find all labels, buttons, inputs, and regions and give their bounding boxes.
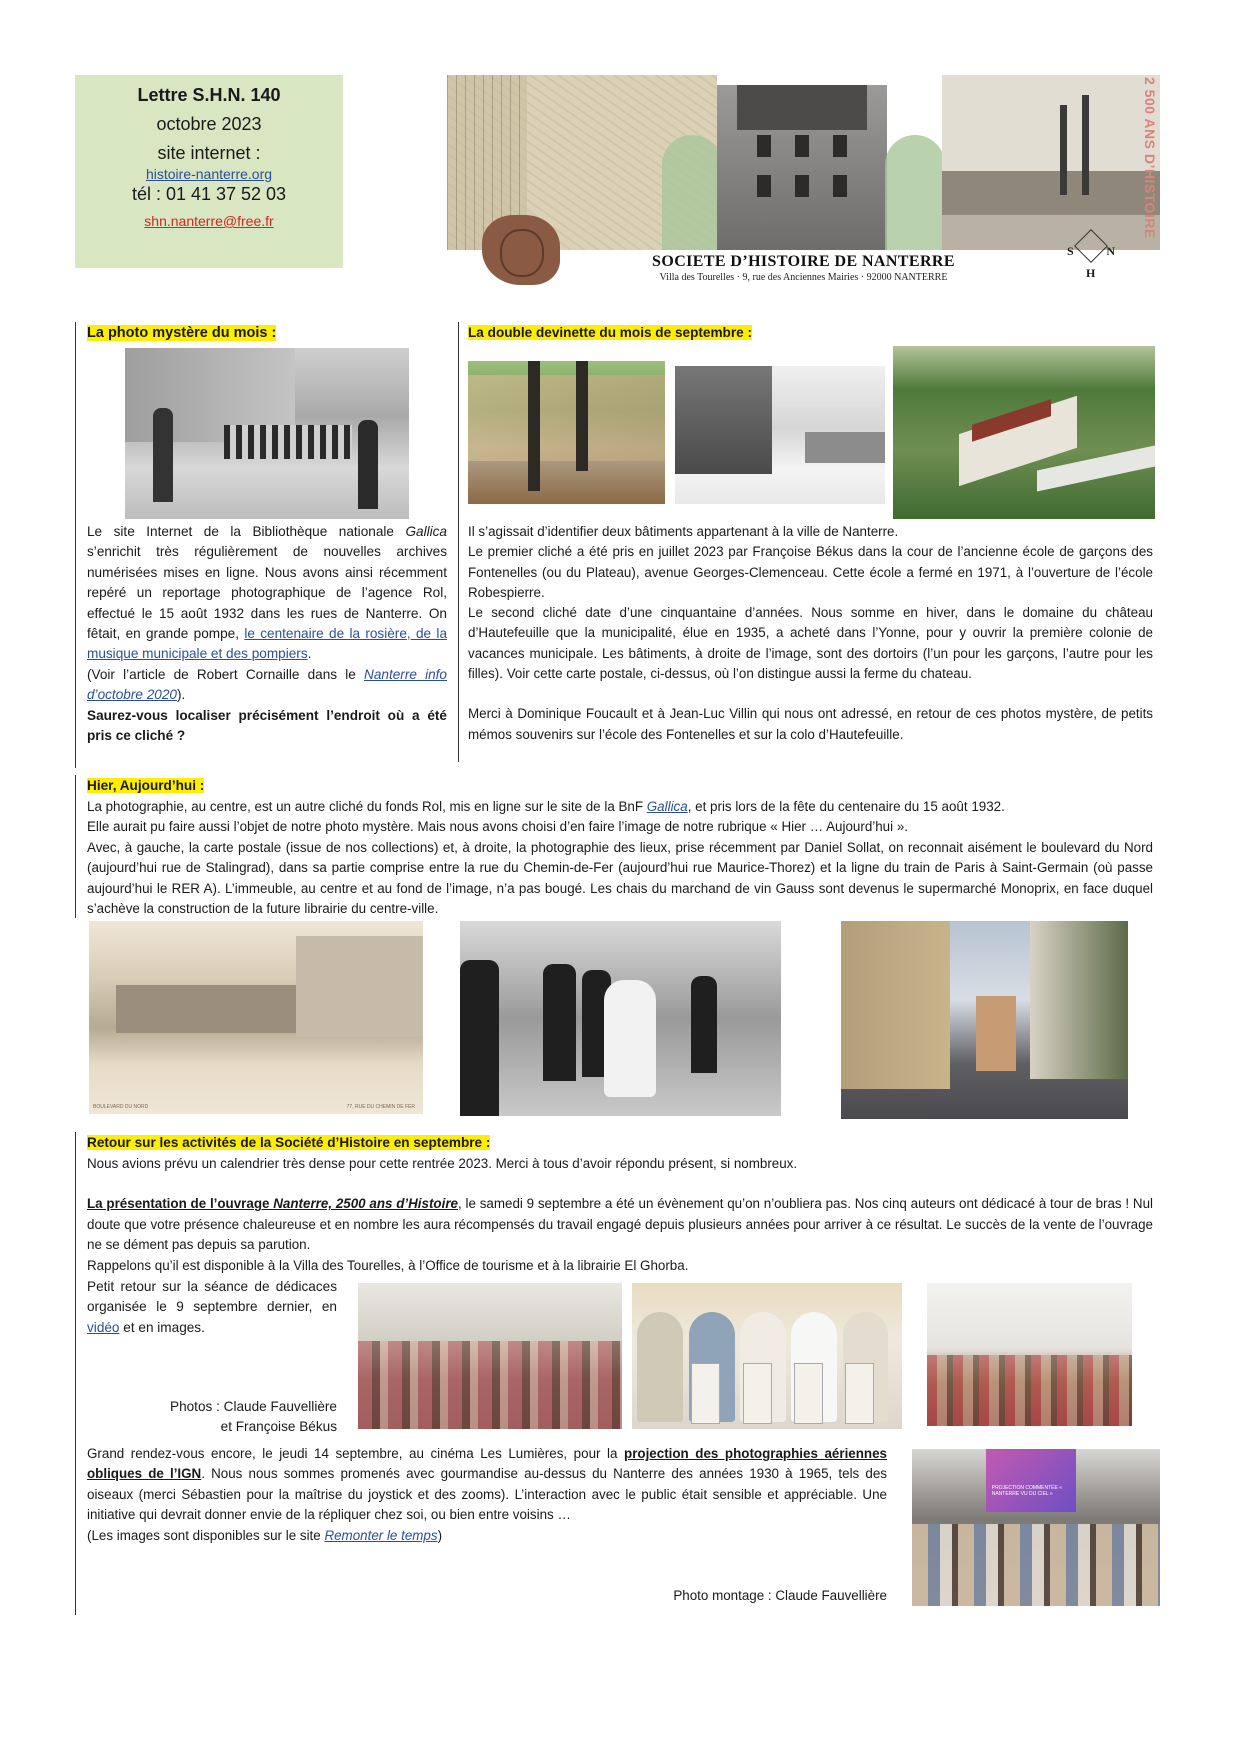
devinette-photo-chateau-hiver [675, 366, 885, 504]
hier-photo-carte-postale: BOULEVARD DU NORD 77, RUE DU CHEMIN DE FER [89, 921, 423, 1114]
column-rule [75, 1132, 76, 1615]
montage-credit: Photo montage : Claude Fauvellière [673, 1588, 887, 1603]
devinette-heading: La double devinette du mois de septembre : [468, 325, 753, 340]
mystery-heading: La photo mystère du mois : [87, 325, 277, 341]
society-address: Villa des Tourelles · 9, rue des Anciennes Mairies · 92000 NANTERRE [659, 272, 948, 283]
newsletter-date: octobre 2023 [156, 114, 262, 134]
column-rule [458, 322, 459, 762]
website-link[interactable]: histoire-nanterre.org [145, 166, 273, 182]
hier-photo-fete-1932 [460, 921, 781, 1116]
video-link[interactable]: vidéo [87, 1319, 120, 1335]
nanterre-info-link-date[interactable]: d’octobre 2020 [87, 687, 177, 703]
activites-heading: Retour sur les activités de la Société d’Histoire en septembre : [87, 1135, 491, 1150]
column-rule [75, 322, 76, 768]
activites-text: Nous avions prévu un calendrier très dense pour cette rentrée 2023. Merci à tous d’avoir répondu présent, si nombreux. La présentation de l’ouvrage Nanterre, 2500 ans d’Histoire, le samedi 9 septembre a été un évènement qu’on n’oubliera pas. Nos cinq auteurs ont dédicacé à tour de bras ! Nul doute que votre présence chaleureuse et en nombre les aura récompensés du travail engagé depuis plusieurs années pour arriver à ce résultat. Le succès de la vente de l’ouvrage ne se dément pas depuis sa parution. Rappelons qu’il est disponible à la Villa des Tourelles, à l’Office de tourisme et à la librairie El Ghorba. [87, 1156, 1153, 1273]
presentation-ouvrage-label: La présentation de l’ouvrage Nanterre, 2500 ans d’Histoire [87, 1196, 458, 1212]
mystery-text: Le site Internet de la Bibliothèque nationale Gallica s’enrichit très régulièrement de nouvelles archives numérisées mises en ligne. Nous avons ainsi récemment repéré un reportage photographique de l’agence Rol, effectué le 15 août 1932 dans les rues de Nanterre. On fêtait, en grande pompe, le centenaire de la rosière, de la musique municipale et des pompiers. (Voir l’article de Robert Cornaille dans le Nanterre info d’octobre 2020). Saurez-vous localiser précisément l’endroit où a été pris ce cliché ? [87, 524, 447, 744]
mystery-photo [125, 348, 409, 519]
hier-heading: Hier, Aujourd’hui : [87, 778, 205, 793]
ign-projection-label: projection des photographies aériennes obliques de l’IGN [87, 1446, 887, 1482]
phone-number: tél : 01 41 37 52 03 [131, 184, 287, 204]
factory-image [942, 75, 1160, 250]
email-link[interactable]: shn.nanterre@free.fr [144, 213, 274, 229]
hier-text: La photographie, au centre, est un autre cliché du fonds Rol, mis en ligne sur le site de la BnF Gallica, et pris lors de la fête du centenaire du 15 août 1932. Elle aurait pu faire aussi l’objet de notre photo mystère. Mais nous avons choisi d’en faire l’image de notre rubrique « Hier … Aujourd’hui ». Avec, à gauche, la carte postale (issue de nos collections) et, à droite, la photographie des lieux, prise récemment par Daniel Sollat, on reconnait aisément le boulevard du Nord (aujourd’hui rue de Stalingrad), dans sa partie comprise entre la rue du Chemin-de-Fer (aujourd’hui rue Maurice-Thorez) et la ligne du train de Paris à Saint-Germain (où passe aujourd’hui le RER A). L’immeuble, au centre et au fond de l’image, n’a pas bougé. Les chais du marchand de vin Gauss sont devenus le supermarché Monoprix, en face duquel s’achève la construction de la future librairie du centre-ville. [87, 799, 1153, 917]
column-rule [75, 775, 76, 918]
cinema-photo: PROJECTION COMMENTÉE « NANTERRE VU DU CIEL » [912, 1449, 1160, 1606]
shn-logo-icon: S N H [1067, 230, 1115, 282]
retour-dedicaces-text: Petit retour sur la séance de dédicaces organisée le 9 septembre dernier, en vidéo et en images. [87, 1279, 337, 1335]
nanterre-info-link[interactable]: Nanterre info [364, 666, 447, 682]
anniversary-vertical-text: 2 500 ANS D’HISTOIRE [1142, 77, 1158, 239]
dedicace-photo-auteurs [632, 1283, 902, 1429]
society-banner [447, 75, 1160, 290]
devinette-text: Il s’agissait d’identifier deux bâtiments appartenant à la ville de Nanterre. Le premier cliché a été pris en juillet 2023 par Françoise Békus dans la cour de l’ancienne école de garçons des Fontenelles (ou du Plateau), avenue Georges-Clemenceau. Cette école a fermé en 1971, à l’ouverture de l’école Robespierre. Le second cliché date d’une cinquantaine d’années. Nous somme en hiver, dans le domaine du château d’Hautefeuille que la municipalité, élue en 1935, a acheté dans l’Yonne, pour y ouvrir la première colonie de vacances municipale. Les bâtiments, à droite de l’image, sont des dortoirs (l’un pour les garçons, l’autre pour les filles). Voir cette carte postale, ci-dessus, où l’on distingue aussi la ferme du chateau. Merci à Dominique Foucault et à Jean-Luc Villin qui nous ont adressé, en retour de ces photos mystère, de petits mémos souvenirs sur l’école des Fontenelles et sur la colo d’Hautefeuille. [468, 522, 1153, 745]
newsletter-title: Lettre S.H.N. 140 [137, 85, 281, 105]
remonter-le-temps-link[interactable]: Remonter le temps [324, 1527, 438, 1543]
devinette-photo-aerienne [893, 346, 1155, 519]
devinette-thanks: Merci à Dominique Foucault et à Jean-Luc Villin qui nous ont adressé, en retour de ces photos mystère, de petits mémos souvenirs sur l’école des Fontenelles et sur la colo d’Hautefeuille. [468, 706, 1153, 742]
villa-des-tourelles-image [717, 85, 887, 250]
gallica-link[interactable]: Gallica [646, 799, 688, 814]
trees-illustration [885, 135, 945, 250]
trees-illustration [662, 135, 722, 250]
photo-credits: Photos : Claude Fauvellière et Françoise Békus [170, 1399, 337, 1435]
site-label: site internet : [157, 143, 261, 163]
society-name: SOCIETE D’HISTOIRE DE NANTERRE [652, 253, 955, 270]
newsletter-info-box [75, 75, 343, 268]
mystery-question: Saurez-vous localiser précisément l’endroit où a été pris ce cliché ? [87, 707, 447, 744]
centenaire-link[interactable]: le centenaire de la rosière, de la musique municipale et des pompiers [87, 626, 447, 662]
dedicace-photo-public [358, 1283, 622, 1429]
dedicace-photo-salle [927, 1283, 1132, 1426]
devinette-photo-ecole [468, 361, 665, 504]
ign-projection-text: Grand rendez-vous encore, le jeudi 14 septembre, au cinéma Les Lumières, pour la projection des photographies aériennes obliques de l’IGN. Nous nous sommes promenés avec gourmandise au-dessus du Nanterre des années 1930 à 1965, tels des oiseaux (merci Sébastien pour la maîtrise du joystick et des zooms). L’interaction avec le public était sensible et appréciable. Une initiative qui devrait donner envie de la répliquer chez soi, ou bien entre voisins … (Les images sont disponibles sur le site Remonter le temps) [87, 1446, 887, 1543]
hier-photo-rue-stalingrad [841, 921, 1128, 1119]
